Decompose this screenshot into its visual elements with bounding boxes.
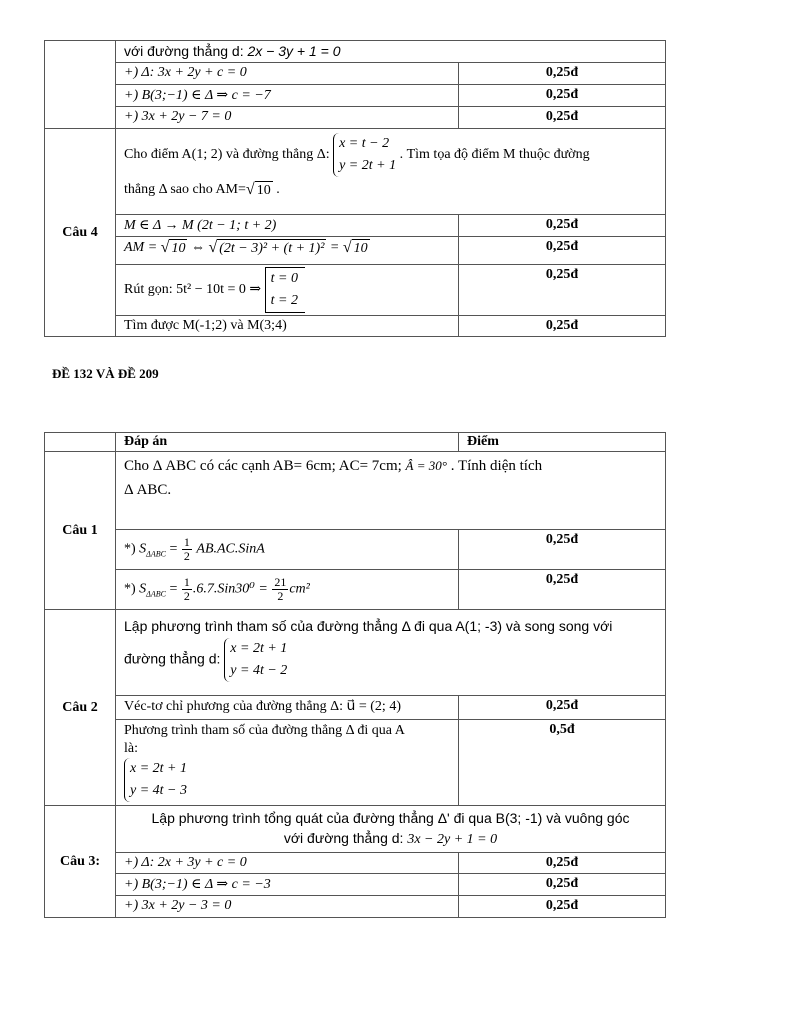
line-equation: 3x − 2y + 1 = 0 [407,832,498,847]
fraction-num: 1 [183,575,190,589]
cau2-step2 [116,720,459,806]
step2-left: AM = [124,240,161,256]
cau4-step4: Tìm được M(-1;2) và M(3;4) [116,316,459,337]
angle-a: Â = 30° [405,458,447,473]
sqrt-value: 10 [256,182,271,198]
case-line: t = 2 [270,293,298,308]
cau2-problem-b: đường thẳng d: [124,650,221,667]
step-row: +) Δ: 2x + 3y + c = 0 [116,853,459,874]
cau1-problem-b: . Tính diện tích [450,458,543,474]
formula-rest: AB.AC.SinA [196,541,265,557]
step-row: +) Δ: 3x + 2y + c = 0 [116,63,459,85]
question-cell-empty [45,41,116,129]
cau4-problem-part1: Cho điểm A(1; 2) và đường thẳng Δ: [124,147,330,163]
sys-line: y = 4t − 3 [130,783,187,798]
score-cell: 0,25đ [459,696,666,720]
sys-line: x = 2t + 1 [130,761,187,776]
fraction-den: 2 [183,549,190,563]
score-cell: 0,25đ [459,215,666,237]
header-answer: Đáp án [116,433,459,452]
cau3-problem [116,806,666,853]
cau4-problem-part2: . Tìm tọa độ điểm M thuộc đường [399,147,590,163]
score-cell: 0,25đ [459,265,666,316]
equals: = [326,240,343,256]
cau1-step1: *) $S_{\Delta ABC}$ = $\frac{1}{2}$ AB.AC.SinA [116,530,459,570]
cau1-step2: *) $S_{\Delta ABC}$ = $\frac{1}{2}$ .6.7.Sin30⁰ = $\frac{21}{2}$ cm² [116,570,459,610]
cau4-problem [116,129,666,215]
cau2-system [224,638,287,682]
unit: cm² [289,581,310,597]
area-subscript: ΔABC [146,589,166,599]
sqrt-symbol: √ 10 [245,180,271,198]
cau1-problem-a: Cho Δ ABC có các cạnh AB= 6cm; AC= 7cm; [124,458,402,474]
cau1-problem-c: Δ ABC. [124,482,172,498]
header-score: Điểm [459,433,666,452]
case-bracket [265,267,305,313]
area-symbol: S [139,581,147,597]
cau4-step1: M ∈ Δ → M (2t − 1; t + 2) [116,215,459,237]
line-d-prefix: với đường thẳng d: [124,43,244,59]
cau3-problem-a: Lập phương trình tổng quát của đường thẳng Δ' đi qua B(3; -1) và vuông góc [151,810,630,826]
score-cell: 0,25đ [459,853,666,874]
step3-text: Rút gọn: 5t² − 10t = 0 ⇒ [124,282,262,298]
header-empty [45,433,116,452]
cau2-step2-b: là: [124,741,138,756]
area-symbol: S [139,541,147,557]
score-cell: 0,25đ [459,570,666,610]
sqrt-value: 10 [353,241,368,256]
cau4-system [333,133,396,177]
score-cell: 0,25đ [459,85,666,107]
score-cell: 0,25đ [459,237,666,265]
sys-line: y = 2t + 1 [339,158,397,173]
fraction [272,576,288,603]
area-subscript: ΔABC [146,549,166,559]
question-label-cau2: Câu 2 [45,610,116,806]
question-label-cau1: Câu 1 [45,452,116,610]
sqrt-symbol: √ 10 [342,239,368,256]
question-label-cau3: Câu 3: [45,806,116,918]
cau4-step3 [116,265,459,316]
cau3-problem-b: với đường thẳng d: [283,830,404,846]
radicand: (2t − 3)² + (t + 1)² [219,241,325,256]
bottom-answer-table [44,432,666,918]
period: . [276,182,280,197]
line-d-equation: 2x − 3y + 1 = 0 [247,43,341,59]
cau2-problem [116,610,666,696]
top-answer-table [44,40,666,337]
iff-symbol: ⇔ [187,240,209,256]
fraction [182,536,192,563]
bullet: *) [124,581,136,597]
question-label-cau4: Câu 4 [45,129,116,337]
continued-problem-row [116,41,666,63]
sqrt-symbol: √ (2t − 3)² + (t + 1)² [208,239,325,256]
sqrt-symbol: √ 10 [160,239,186,256]
cau4-problem-part3: thẳng Δ sao cho AM= [124,182,246,197]
step-row: +) 3x + 2y − 7 = 0 [116,107,459,129]
cau2-step2-a: Phương trình tham số của đường thẳng Δ đi qua A [124,723,405,738]
fraction-den: 2 [183,589,190,603]
fraction [182,576,192,603]
score-cell: 0,25đ [459,63,666,85]
score-cell: 0,5đ [459,720,666,806]
score-cell: 0,25đ [459,896,666,918]
score-cell: 0,25đ [459,107,666,129]
cau1-problem [116,452,666,530]
bullet: *) [124,541,136,557]
sqrt-value: 10 [171,241,186,256]
sys-line: x = t − 2 [339,136,390,151]
cau2-problem-a: Lập phương trình tham số của đường thẳng Δ đi qua A(1; -3) và song song với [124,618,613,634]
fraction-den: 2 [277,589,284,603]
cau2-answer-system [124,758,187,802]
section-title: ĐỀ 132 VÀ ĐỀ 209 [52,366,159,381]
cau2-step1: Véc-tơ chỉ phương của đường thẳng Δ: u⃗ = (2; 4) [116,696,459,720]
score-cell: 0,25đ [459,874,666,896]
fraction-num: 1 [183,535,190,549]
score-cell: 0,25đ [459,316,666,337]
sys-line: y = 4t − 2 [230,663,288,678]
cau4-step2 [116,237,459,265]
sys-line: x = 2t + 1 [230,641,288,656]
score-cell: 0,25đ [459,530,666,570]
fraction-num: 21 [274,575,287,589]
formula-mid: .6.7.Sin30⁰ = [192,581,268,597]
step-row: +) 3x + 2y − 3 = 0 [116,896,459,918]
case-line: t = 0 [270,271,298,286]
step-row: +) B(3;−1) ∈ Δ ⇒ c = −3 [116,874,459,896]
step-row: +) B(3;−1) ∈ Δ ⇒ c = −7 [116,85,459,107]
